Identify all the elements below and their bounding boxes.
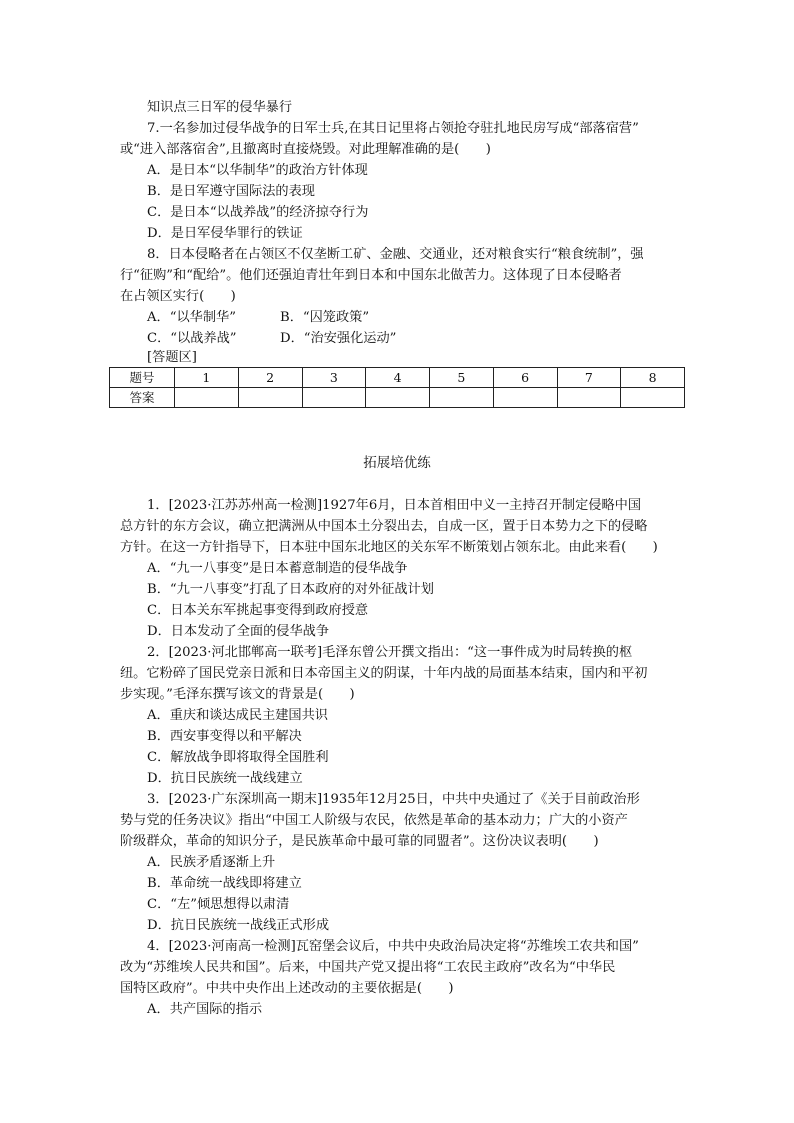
question-number-cell: 7: [557, 368, 621, 388]
question-8-option-d: D．“治安强化运动”: [280, 331, 397, 346]
question-7-text-line-2: 或“进入部落宿舍”,且撤离时直接烧毁。对此理解准确的是( ): [120, 142, 491, 157]
question-8-text-line-2: 行“征购”和“配给”。他们还强迫青壮年到日本和中国东北做苦力。这体现了日本侵略者: [120, 268, 622, 283]
question-number-label: 题号: [110, 368, 175, 388]
question-7-option-c: C．是日本“以战养战”的经济掠夺行为: [147, 205, 369, 220]
question-3-option-c: C．“左”倾思想得以肃清: [147, 897, 290, 912]
question-3-text-line-3: 阶级群众，革命的知识分子，是民族革命中最可靠的同盟者”。这份决议表明( ): [120, 834, 599, 849]
question-1-option-d: D．日本发动了全面的侵华战争: [147, 624, 330, 639]
question-3-option-b: B．革命统一战线即将建立: [147, 876, 302, 891]
question-8-text-line-3: 在占领区实行( ): [120, 289, 236, 304]
question-number-cell: 4: [366, 368, 430, 388]
question-1-option-c: C．日本关东军挑起事变得到政府授意: [147, 603, 369, 618]
question-4-text-line-2: 改为“苏维埃人民共和国”。后来，中国共产党又提出将“工农民主政府”改名为“中华民: [120, 960, 616, 975]
question-1-option-a: A．“九一八事变”是日本蓄意制造的侵华战争: [147, 561, 408, 576]
answer-table: [109, 367, 685, 408]
answer-table-header-row: [110, 368, 685, 388]
question-2-text-line-1: 2．[2023·河北邯郸高一联考]毛泽东曾公开撰文指出：“这一事件成为时局转换的枢: [147, 645, 633, 660]
question-8-option-a: A．“以华制华”: [147, 310, 236, 325]
question-7-option-a: A．是日本“以华制华”的政治方针体现: [147, 163, 368, 178]
question-4-option-a: A．共产国际的指示: [147, 1002, 263, 1017]
question-2-text-line-2: 纽。它粉碎了国民党亲日派和日本帝国主义的阴谋，十年内战的局面基本结束，国内和平初: [120, 666, 648, 681]
part-2-title: 拓展培优练: [363, 455, 431, 471]
answer-cell[interactable]: [557, 388, 621, 408]
question-1-text-line-2: 总方针的东方会议，确立把满洲从中国本土分裂出去，自成一区，置于日本势力之下的侵略: [120, 519, 648, 534]
question-2-option-c: C．解放战争即将取得全国胜利: [147, 750, 329, 765]
answer-table-answer-row: [110, 388, 685, 408]
question-number-cell: 5: [430, 368, 494, 388]
question-3-text-line-2: 势与党的任务决议》指出“中国工人阶级与农民，依然是革命的基本动力；广大的小资产: [120, 813, 628, 828]
answer-cell[interactable]: [493, 388, 557, 408]
question-8-option-b: B．“囚笼政策”: [280, 310, 370, 325]
answer-cell[interactable]: [302, 388, 366, 408]
answer-cell[interactable]: [366, 388, 430, 408]
question-number-cell: 1: [175, 368, 239, 388]
question-3-option-a: A．民族矛盾逐渐上升: [147, 855, 276, 870]
question-8-text-line-1: 8．日本侵略者在占领区不仅垄断工矿、金融、交通业，还对粮食实行“粮食统制”，强: [147, 247, 644, 262]
question-3-option-d: D．抗日民族统一战线正式形成: [147, 918, 330, 933]
question-2-option-d: D．抗日民族统一战线建立: [147, 771, 303, 786]
question-1-option-b: B．“九一八事变”打乱了日本政府的对外征战计划: [147, 582, 434, 597]
question-4-text-line-3: 国特区政府”。中共中央作出上述改动的主要依据是( ): [120, 981, 454, 996]
answer-cell[interactable]: [238, 388, 302, 408]
question-2-text-line-3: 步实现。”毛泽东撰写该文的背景是( ): [120, 687, 355, 702]
answer-cell[interactable]: [175, 388, 239, 408]
question-3-text-line-1: 3．[2023·广东深圳高一期末]1935年12月25日，中共中央通过了《关于目前政治形: [147, 792, 640, 807]
section-title: 知识点三日军的侵华暴行: [147, 100, 293, 115]
question-number-cell: 2: [238, 368, 302, 388]
question-7-text-line-1: 7.一名参加过侵华战争的日军士兵,在其日记里将占领抢夺驻扎地民房写成“部落宿营”: [147, 121, 639, 136]
question-number-cell: 3: [302, 368, 366, 388]
question-1-text-line-3: 方针。在这一方针指导下，日本驻中国东北地区的关东军不断策划占领东北。由此来看( ): [120, 540, 658, 555]
question-7-option-d: D．是日军侵华罪行的铁证: [147, 226, 303, 241]
question-4-text-line-1: 4．[2023·河南高一检测]瓦窑堡会议后，中共中央政治局决定将“苏维埃工农共和国”: [147, 939, 639, 954]
question-1-text-line-1: 1．[2023·江苏苏州高一检测]1927年6月，日本首相田中义一主持召开制定侵略中国: [147, 498, 642, 513]
question-8-option-c: C．“以战养战”: [147, 331, 237, 346]
question-number-cell: 6: [493, 368, 557, 388]
answer-label: 答案: [110, 388, 175, 408]
answer-area-label: [答题区]: [147, 350, 197, 365]
question-2-option-a: A．重庆和谈达成民主建国共识: [147, 708, 328, 723]
question-2-option-b: B．西安事变得以和平解决: [147, 729, 302, 744]
answer-cell[interactable]: [430, 388, 494, 408]
question-number-cell: 8: [621, 368, 685, 388]
question-7-option-b: B．是日军遵守国际法的表现: [147, 184, 315, 199]
answer-cell[interactable]: [621, 388, 685, 408]
